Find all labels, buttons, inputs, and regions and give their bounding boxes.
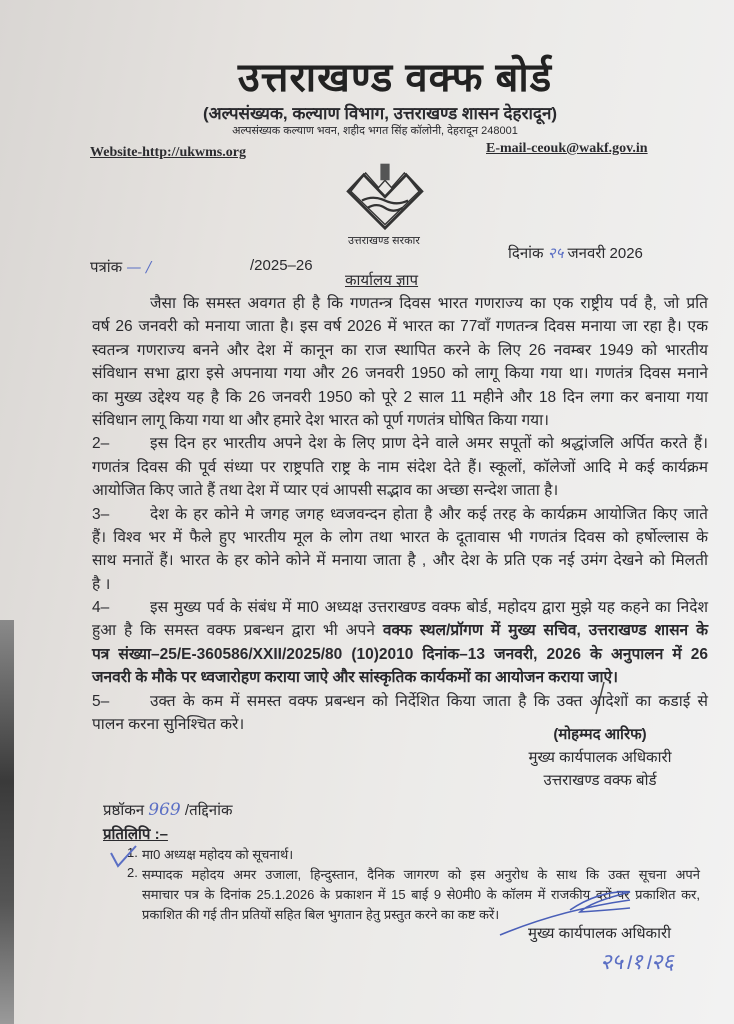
- reference-number: [90, 257, 151, 277]
- copy-item-line: सम्पादक महोदय अमर उजाला, हिन्दुस्तान, दैनिक जागरण को इस अनुरोध के साथ कि उक्त सूचना अपने: [142, 867, 700, 882]
- text: गणतंत्र दिवस की पूर्व संध्या पर राष्ट्रपति राष्ट्र के नाम संदेश देते हैं। स्कूलों, कॉलेजों आदि मे कई कार्यक्रम: [92, 458, 708, 476]
- paragraph-line: [92, 456, 708, 479]
- paragraph-line: [92, 432, 708, 455]
- paragraph-line: [92, 619, 708, 642]
- memo-title: कार्यालय ज्ञाप: [345, 272, 419, 289]
- copy-item-line: प्रकाशित की गई तीन प्रतियों सहित बिल भुगतान हेतु प्रस्तुत करने का कष्ट करें।: [142, 907, 500, 922]
- text: जैसा कि समस्त अवगत ही है कि गणतन्त्र दिवस भारत गणराज्य का एक राष्ट्रीय पर्व है, जो प्रति: [150, 295, 708, 312]
- reference-label: पत्रांक: [90, 259, 123, 276]
- text: साथ मनातें हैं। भारत के हर कोने कोने में मनाया जाता है , और देश के प्रति एक नई उमंग देखने को मिलती: [92, 552, 708, 570]
- bold-text: पत्र संख्या–25/E-360586/XXII/2025/80 (10)2010 दिनांक–13 जनवरी, 2026 के अनुपालन में 26: [92, 645, 708, 663]
- emblem-caption: उत्तराखण्ड सरकार: [348, 235, 420, 247]
- paragraph-line: [92, 526, 708, 549]
- paragraph-line: [92, 503, 708, 526]
- reference-year: /2025–26: [250, 257, 313, 274]
- text: इस दिन हर भारतीय अपने देश के लिए प्राण देने वाले अमर सपूतों को श्रद्धांजलि अर्पित करते हैं।: [150, 435, 708, 453]
- copy-to-label: प्रतिलिपि :–: [103, 826, 168, 843]
- copy-item-line: मा0 अध्यक्ष महोदय को सूचनार्थ।: [142, 847, 294, 862]
- signature-date: २५।१।२६: [600, 950, 674, 975]
- text: इस मुख्य पर्व के संबंध में मा0 अध्यक्ष उत्तराखण्ड वक्फ बोर्ड, महोदय द्वारा मुझे यह कहने का निदेश: [150, 599, 708, 617]
- copy-item-number: 1.: [127, 845, 138, 860]
- paragraph-number: 3–: [92, 505, 110, 523]
- paragraph-number: 5–: [92, 692, 110, 710]
- paragraph-line: [92, 573, 110, 596]
- signatory-organization: उत्तराखण्ड वक्फ बोर्ड: [543, 772, 657, 789]
- paragraph-line: [92, 479, 558, 502]
- date-label: दिनांक: [508, 245, 544, 262]
- text: हैं। विश्व भर में फैले हुए भारतीय मूल के लोग तथा भारत के दूतावास भी गणतंत्र दिवस को हर्षोल्लास के: [92, 528, 708, 546]
- text: स्वतन्त्र गणराज्य बनने और देश में कानून का राज स्थापित करने के लिए 26 नवम्बर 1949 को भारतीय: [92, 341, 708, 359]
- uttarakhand-emblem-icon: [342, 160, 428, 230]
- bold-text: जनवरी के मौके पर ध्वजारोहण कराया जाऐ और सांस्कृतिक कार्यकमों का आयोजन कराया जाऐ।: [92, 669, 618, 687]
- copy-item-line: समाचार पत्र के दिनांक 25.1.2026 के प्रकाशन में 15 बाई 9 से0मी0 के कॉलम में राजकीय दरों पर प्रकाशित कर,: [142, 887, 700, 902]
- text: उक्त के कम में समस्त वक्फ प्रबन्धन को निर्देशित किया जाता है कि उक्त आदेशों का कडाई से: [150, 692, 708, 710]
- text: देश के हर कोने मे जगह जगह ध्वजवन्दन होता है और कई तरह के कार्यक्रम आयोजित किए जाते: [150, 505, 708, 523]
- paragraph-line: [92, 409, 549, 432]
- text: आयोजित किए जाते हैं तथा देश में प्यार एवं आपसी सद्भाव का अच्छा सन्देश जाता है।: [92, 482, 559, 500]
- paragraph-line: [92, 643, 708, 666]
- letterhead-address: अल्पसंख्यक कल्याण भवन, शहीद भगत सिंह कॉलोनी, देहरादून 248001: [232, 125, 518, 137]
- paragraph-line: [92, 596, 708, 619]
- memo-body: [92, 292, 708, 736]
- background-edge: [0, 620, 14, 1024]
- signatory-name: (मोहम्मद आरिफ): [553, 726, 647, 743]
- text: संविधान लागू किया गया था और हमारे देश भारत को पूर्ण गणतंत्र घोषित किया गया।: [92, 411, 550, 429]
- copy-item-number: 2.: [127, 865, 138, 880]
- endorsement-handwritten-number: 969: [148, 800, 181, 820]
- paragraph-number: 4–: [92, 599, 110, 617]
- paragraph-line: [92, 362, 708, 385]
- email-link[interactable]: E-mail-ceouk@wakf.gov.in: [486, 141, 648, 156]
- footer-designation: मुख्य कार्यपालक अधिकारी: [528, 925, 671, 942]
- paragraph-line: [92, 713, 244, 736]
- text: संविधान सभा द्वारा इसे अपनाया गया और 26 जनवरी 1950 को लागू किया गया था। गणतंत्र दिवस मनाने: [92, 365, 708, 383]
- bold-text: वक्फ स्थल/प्रॉगण में मुख्य सचिव, उत्तराखण्ड शासन के: [382, 622, 708, 640]
- paragraph-line: [92, 339, 708, 362]
- letterhead-title: उत्तराखण्ड वक्फ बोर्ड: [237, 56, 553, 100]
- paragraph-line: [92, 549, 708, 572]
- initial-mark-icon: [590, 680, 610, 716]
- text: हुआ है कि समस्त वक्फ प्रबन्धन द्वारा भी अपने: [92, 622, 383, 640]
- text: का मुख्य उद्देश्य यह है कि 26 जनवरी 1950 को पूरे 2 साल 11 महीने और 18 दिन लगा कर बनाया गया: [92, 388, 708, 406]
- text: वर्ष 26 जनवरी को मनाया जाता है। इस वर्ष 2026 में भारत का 77वाँ गणतन्त्र दिवस मनाया जा रहा है। एक: [92, 318, 708, 336]
- document-date: [508, 243, 643, 263]
- paragraph-line: [92, 315, 708, 338]
- paragraph-line: [92, 690, 708, 713]
- paragraph-line: [92, 292, 708, 315]
- paragraph-line: [92, 386, 708, 409]
- endorsement-number: [103, 800, 233, 820]
- date-month-year: जनवरी 2026: [567, 245, 643, 262]
- text: पालन करना सुनिश्चित करे।: [92, 716, 245, 734]
- paragraph-number: 2–: [92, 435, 110, 453]
- paragraph-line: [92, 666, 618, 689]
- date-day-handwritten: २५: [547, 244, 564, 262]
- endorsement-label: प्रष्ठॉकन: [103, 802, 145, 819]
- letterhead-subtitle: (अल्पसंख्यक, कल्याण विभाग, उत्तराखण्ड शासन देहरादून): [202, 104, 558, 123]
- reference-handwritten: — /: [126, 258, 152, 276]
- website-link[interactable]: Website-http://ukwms.org: [90, 145, 246, 160]
- checkmark-icon: [108, 843, 138, 869]
- text: है ।: [92, 575, 111, 593]
- signatory-designation: मुख्य कार्यपालक अधिकारी: [528, 749, 672, 766]
- endorsement-suffix: /तद्दिनांक: [184, 802, 233, 819]
